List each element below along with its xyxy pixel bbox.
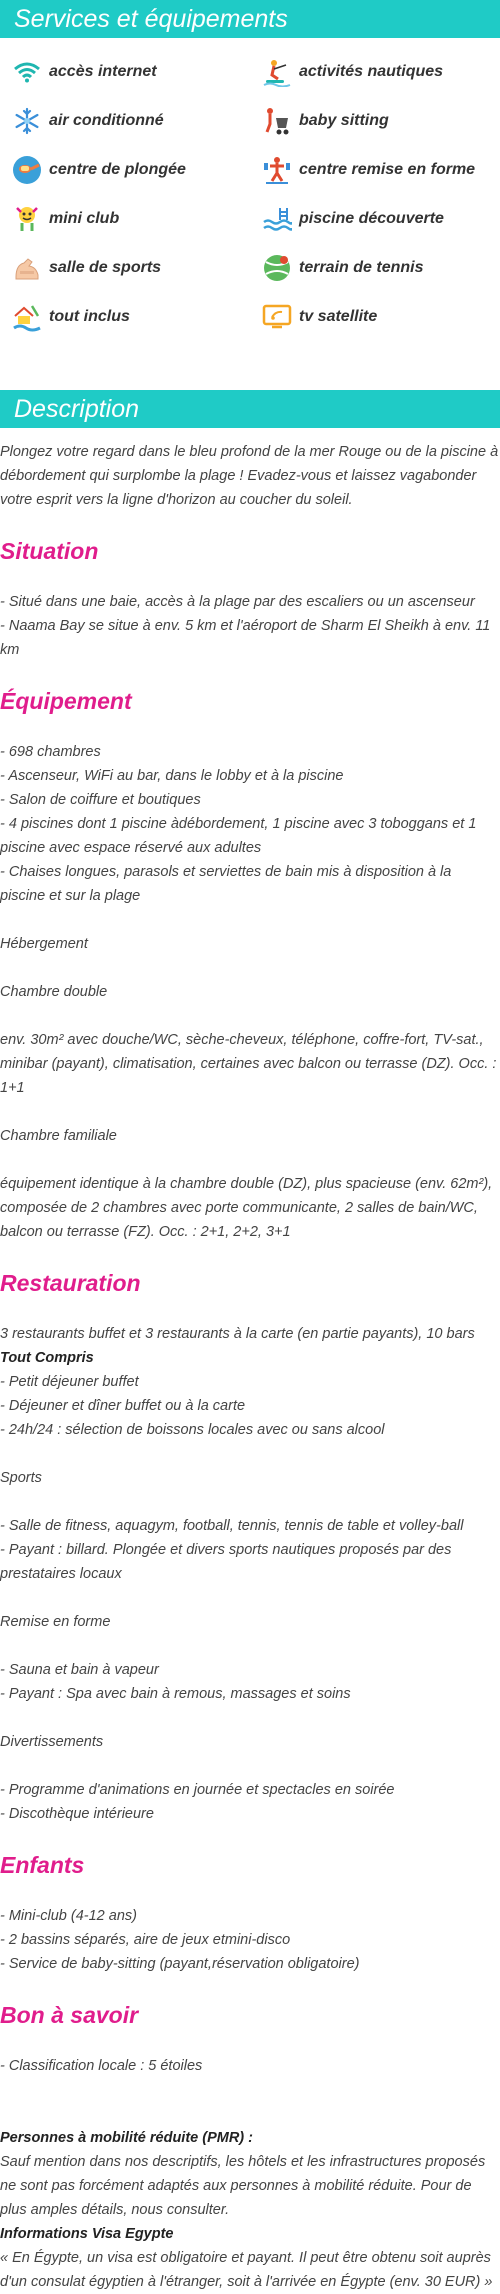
wifi-icon: [10, 55, 44, 89]
service-item: piscine découverte: [250, 199, 444, 239]
service-item: centre de plongée: [0, 150, 186, 190]
enfants-heading: Enfants: [0, 1852, 85, 1878]
restauration-intro: 3 restaurants buffet et 3 restaurants à la carte (en partie payants), 10 bars: [0, 1326, 475, 1342]
enfants-line: - 2 bassins séparés, aire de jeux etmini-disco: [0, 1932, 291, 1948]
restauration-line: - 24h/24 : sélection de boissons locales avec ou sans alcool: [0, 1422, 385, 1438]
visa-text: « En Égypte, un visa est obligatoire et payant. Il peut être obtenu soit auprès d'un consulat égyptien à l'étranger, soit à l'arrivée en Égypte (env. 30 EUR) »: [0, 2250, 493, 2290]
divertissements-line: - Programme d'animations en journée et spectacles en soirée: [0, 1782, 395, 1798]
divertissements-line: - Discothèque intérieure: [0, 1806, 154, 1822]
hebergement-label: Hébergement: [0, 936, 88, 952]
chambre-double-title: Chambre double: [0, 984, 108, 1000]
description-intro: Plongez votre regard dans le bleu profond de la mer Rouge ou de la piscine à débordement qui surplombe la plage ! Evadez-vous et laissez vagabonder votre esprit vers la ligne d'horizon au coucher du soleil.: [0, 444, 499, 508]
service-item: tout inclus: [0, 297, 130, 337]
tennis-icon: [260, 251, 294, 285]
equipement-heading: Équipement: [0, 688, 132, 714]
enfants-line: - Service de baby-sitting (payant,réservation obligatoire): [0, 1956, 360, 1972]
situation-line: - Situé dans une baie, accès à la plage par des escaliers ou un ascenseur: [0, 594, 475, 610]
remise-title: Remise en forme: [0, 1614, 111, 1630]
pool-icon: [260, 202, 294, 236]
restauration-line: - Petit déjeuner buffet: [0, 1374, 139, 1390]
service-item: salle de sports: [0, 248, 161, 288]
pmr-title: Personnes à mobilité réduite (PMR) :: [0, 2130, 253, 2146]
sports-title: Sports: [0, 1470, 42, 1486]
service-item: centre remise en forme: [250, 150, 475, 190]
sports-line: - Salle de fitness, aquagym, football, tennis, tennis de table et volley-ball: [0, 1518, 464, 1534]
tout-compris-label: Tout Compris: [0, 1350, 94, 1366]
chambre-familiale-title: Chambre familiale: [0, 1128, 117, 1144]
tv-icon: [260, 300, 294, 334]
chambre-double-text: env. 30m² avec douche/WC, sèche-cheveux, téléphone, coffre-fort, TV-sat., minibar (payant), climatisation, certaines avec balcon ou terrasse (DZ). Occ. : 1+1: [0, 1032, 497, 1096]
equipement-line: - 698 chambres: [0, 744, 101, 760]
services-title: Services et équipements: [14, 5, 288, 33]
equipement-line: - 4 piscines dont 1 piscine àdébordement, 1 piscine avec 3 toboggans et 1 piscine avec espace réservé aux adultes: [0, 816, 477, 856]
equipement-line: - Salon de coiffure et boutiques: [0, 792, 201, 808]
visa-title: Informations Visa Egypte: [0, 2226, 174, 2242]
kid-icon: [10, 202, 44, 236]
remise-line: - Sauna et bain à vapeur: [0, 1662, 159, 1678]
sports-line: - Payant : billard. Plongée et divers sports nautiques proposés par des prestataires locaux: [0, 1542, 452, 1582]
enfants-line: - Mini-club (4-12 ans): [0, 1908, 137, 1924]
description-title: Description: [14, 395, 140, 423]
situation-heading: Situation: [0, 538, 99, 564]
snowflake-icon: [10, 104, 44, 138]
divertissements-title: Divertissements: [0, 1734, 104, 1750]
equipement-line: - Chaises longues, parasols et serviettes de bain mis à disposition à la piscine et sur la plage: [0, 864, 452, 904]
strength-icon: [10, 251, 44, 285]
service-item: air conditionné: [0, 101, 164, 141]
water-ski-icon: [260, 55, 294, 89]
classification-line: - Classification locale : 5 étoiles: [0, 2058, 203, 2074]
fitness-icon: [260, 153, 294, 187]
service-item: baby sitting: [250, 101, 389, 141]
situation-line: - Naama Bay se situe à env. 5 km et l'aéroport de Sharm El Sheikh à env. 11 km: [0, 618, 491, 658]
pmr-text: Sauf mention dans nos descriptifs, les hôtels et les infrastructures proposés ne sont pas forcément adaptés aux personnes à mobilité réduite. Pour de plus amples détails, nous consulter.: [0, 2154, 486, 2218]
description-content: [0, 440, 500, 2294]
chambre-familiale-text: équipement identique à la chambre double (DZ), plus spacieuse (env. 62m²), composée de 2 chambres avec porte communicante, 2 salles de bain/WC, balcon ou terrasse (FZ). Occ. : 2+1, 2+2, 3+1: [0, 1176, 493, 1240]
restauration-heading: Restauration: [0, 1270, 141, 1296]
service-item: tv satellite: [250, 297, 377, 337]
remise-line: - Payant : Spa avec bain à remous, massages et soins: [0, 1686, 351, 1702]
service-item: activités nautiques: [250, 52, 443, 92]
equipement-line: - Ascenseur, WiFi au bar, dans le lobby et à la piscine: [0, 768, 344, 784]
service-item: accès internet: [0, 52, 157, 92]
services-banner: [0, 0, 500, 38]
all-inclusive-icon: [10, 300, 44, 334]
service-item: terrain de tennis: [250, 248, 423, 288]
diver-icon: [10, 153, 44, 187]
restauration-line: - Déjeuner et dîner buffet ou à la carte: [0, 1398, 246, 1414]
bon-a-savoir-heading: Bon à savoir: [0, 2002, 139, 2028]
stroller-icon: [260, 104, 294, 138]
description-banner: [0, 390, 500, 428]
service-item: mini club: [0, 199, 119, 239]
